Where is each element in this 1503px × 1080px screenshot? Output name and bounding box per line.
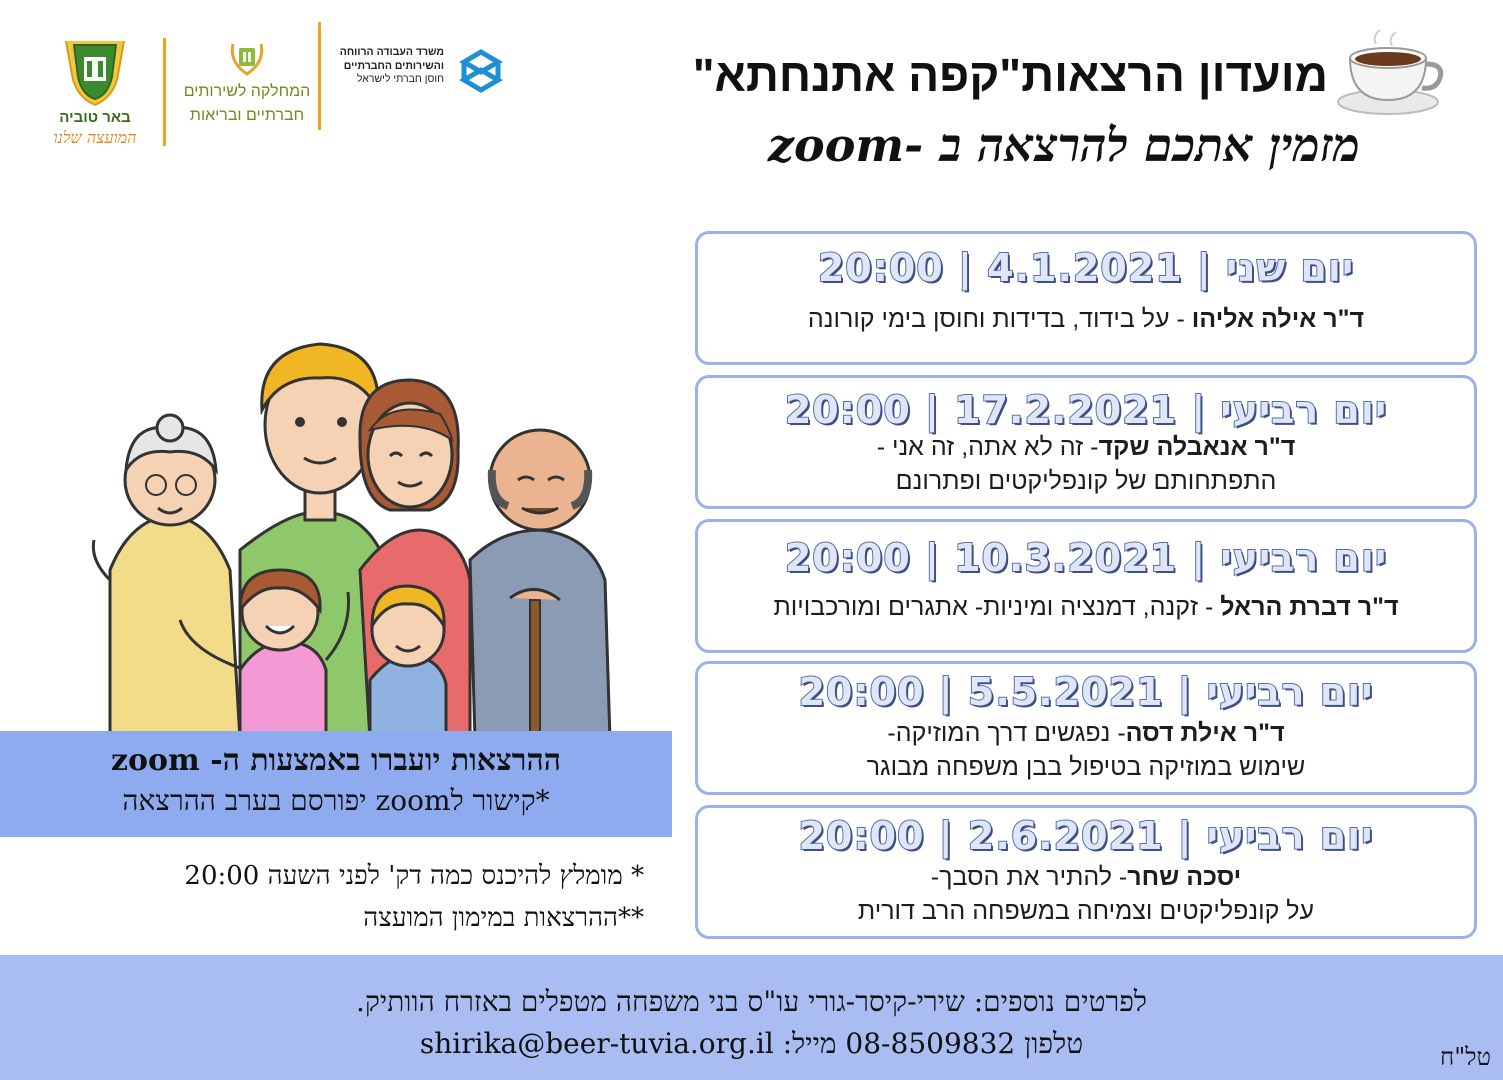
- lecture-date: 4.1.2021: [987, 246, 1183, 290]
- lecture-date: 5.5.2021: [967, 670, 1164, 714]
- corner-mark: טל"ח: [1440, 1043, 1491, 1071]
- lecture-speaker: ד"ר דברת הראל: [1220, 593, 1399, 621]
- lecture-topic-line-2: שימוש במוזיקה בטיפול בבן משפחה מבוגר: [866, 753, 1306, 781]
- lecture-topic: - נפגשים דרך המוזיקה-: [887, 719, 1126, 747]
- ministry-logo-icon: [458, 48, 504, 94]
- department-logo-icon: [227, 38, 267, 78]
- lecture-time: 20:00: [817, 246, 944, 290]
- lecture-topic: - זה לא אתה, זה אני -: [876, 433, 1099, 461]
- lecture-speaker: ד"ר אילת דסה: [1125, 719, 1285, 747]
- lecture-day: יום רביעי: [1220, 536, 1388, 580]
- lecture-date: 17.2.2021: [954, 388, 1178, 432]
- ministry-line-1: משרד העבודה הרווחה: [339, 46, 444, 58]
- grandmother-figure: [93, 415, 240, 740]
- lecture-time: 20:00: [798, 814, 925, 858]
- lecture-card-5: [695, 805, 1477, 939]
- ministry-line-3: חוסן חברתי לישראל: [356, 73, 444, 85]
- note-line-1: * מומלץ להיכנס כמה דק' לפני השעה 20:00: [184, 861, 644, 891]
- lecture-when: יום רביעי | 2.6.2021 | 20:00: [798, 814, 1374, 858]
- page-title: מועדון הרצאות"קפה אתנחתא": [692, 49, 1328, 101]
- lecture-speaker: ד"ר אנאבלה שקד: [1098, 433, 1296, 461]
- lecture-day: יום רביעי: [1206, 670, 1374, 714]
- lecture-time: 20:00: [784, 388, 911, 432]
- lecture-card-4: [695, 661, 1477, 795]
- contact-line-1: לפרטים נוספים: שירי-קיסר-גורי עו"ס בני משפחה מטפלים באזרח הוותיק.: [355, 985, 1148, 1018]
- lecture-day: יום שני: [1226, 246, 1355, 290]
- lecture-speaker: יסכה שחר: [1127, 863, 1242, 891]
- council-slogan: המועצה שלנו: [53, 128, 137, 147]
- page-subtitle: מזמין אתכם להרצאה ב -zoom: [767, 118, 1360, 172]
- lecture-speaker-line: [698, 716, 1474, 750]
- lecture-topic: - זקנה, דמנציה ומיניות- אתגרים ומורכבויות: [773, 593, 1221, 621]
- grandfather-figure: [470, 430, 610, 740]
- note-line-2: **ההרצאות במימון המועצה: [363, 903, 644, 933]
- department-line-1: המחלקה לשירותים: [183, 83, 311, 100]
- lecture-date: 10.3.2021: [954, 536, 1178, 580]
- lecture-speaker-line: [698, 860, 1474, 894]
- council-emblem-icon: [58, 35, 132, 109]
- lecture-card-1: [695, 231, 1477, 365]
- lecture-day: יום רביעי: [1206, 814, 1374, 858]
- lecture-speaker: ד"ר אילה אליהו: [1191, 305, 1365, 333]
- lecture-when: יום רביעי | 5.5.2021 | 20:00: [798, 670, 1374, 714]
- department-logo: [172, 38, 322, 128]
- coffee-cup-icon: [1336, 28, 1446, 118]
- lecture-when: יום רביעי | 10.3.2021 | 20:00: [784, 536, 1388, 580]
- lecture-topic: - על בידוד, בדידות וחוסן בימי קורונה: [807, 305, 1192, 333]
- council-name: באר טוביה: [59, 109, 131, 126]
- lecture-topic-line-2: התפתחותם של קונפליקטים ופתרונם: [895, 467, 1277, 495]
- lecture-topic-line-2: על קונפליקטים וצמיחה במשפחה הרב דורית: [857, 897, 1315, 925]
- council-logo: [50, 35, 140, 155]
- lecture-time: 20:00: [798, 670, 925, 714]
- zoom-info-line-2: *קישור לzoom יפורסם בערב ההרצאה: [122, 784, 550, 817]
- lecture-speaker-line: [698, 430, 1474, 464]
- lecture-card-3: [695, 519, 1477, 653]
- notes: [14, 855, 644, 939]
- lecture-time: 20:00: [784, 536, 911, 580]
- lecture-speaker-line: [698, 302, 1474, 336]
- lecture-speaker-line: [698, 590, 1474, 624]
- lecture-day: יום רביעי: [1220, 388, 1388, 432]
- ministry-line-2: והשירותים החברתיים: [343, 59, 444, 72]
- contact-footer: [0, 955, 1503, 1080]
- contact-line-2: טלפון 08-8509832 מייל: shirika@beer-tuvia.org.il: [419, 1027, 1084, 1060]
- zoom-info-box: [0, 731, 672, 837]
- logo-divider-2: [163, 38, 166, 146]
- lecture-date: 2.6.2021: [967, 814, 1164, 858]
- ministry-logo: [332, 44, 504, 96]
- lecture-topic: - להתיר את הסבך-: [930, 863, 1128, 891]
- family-illustration: [90, 330, 630, 740]
- lecture-card-2: [695, 375, 1477, 509]
- lecture-when: יום שני | 4.1.2021 | 20:00: [817, 246, 1355, 290]
- zoom-info-line-1: ההרצאות יועברו באמצעות ה- zoom: [110, 743, 562, 778]
- lecture-when: יום רביעי | 17.2.2021 | 20:00: [784, 388, 1388, 432]
- department-line-2: חברתיים ובריאות: [189, 107, 305, 124]
